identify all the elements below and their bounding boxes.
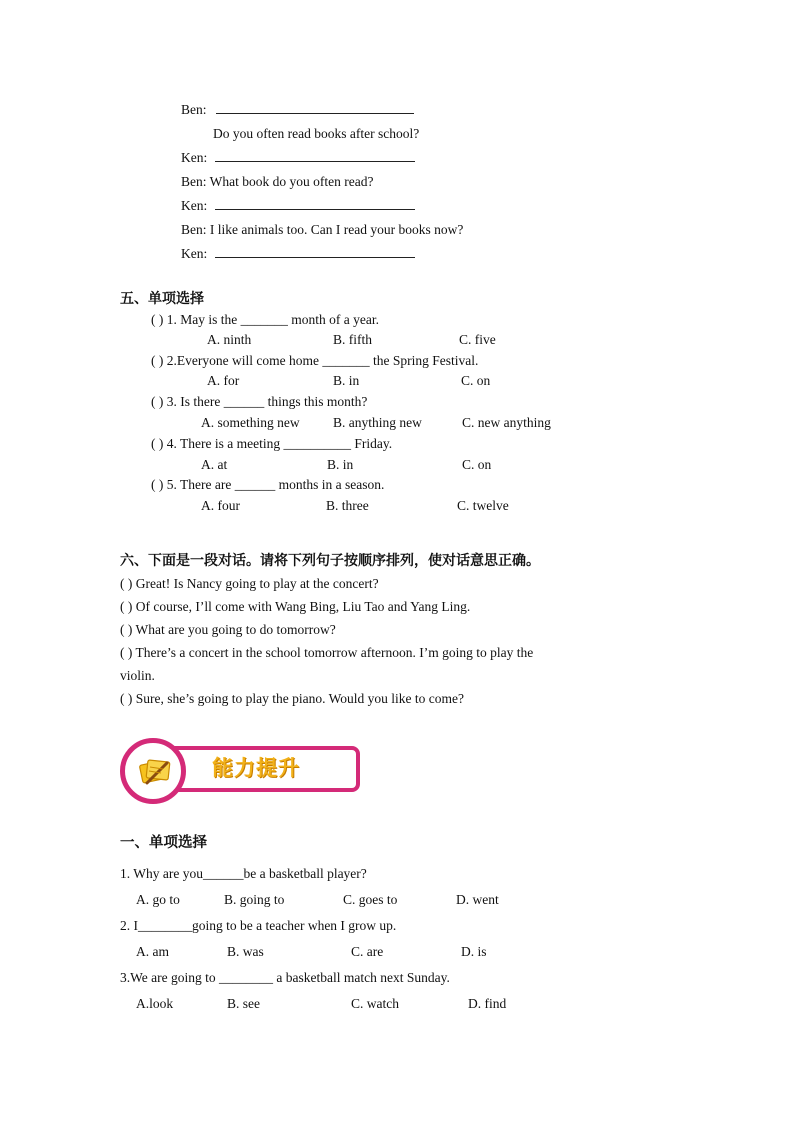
option-a: A. for xyxy=(207,373,240,388)
option-b: B. going to xyxy=(224,892,285,907)
option-c: C. watch xyxy=(351,996,399,1011)
section-heading: 一、单项选择 xyxy=(120,835,207,851)
section-heading: 五、单项选择 xyxy=(120,291,204,307)
option-c: C. goes to xyxy=(343,892,398,907)
option-b: B. three xyxy=(326,498,369,513)
option-c: C. on xyxy=(462,457,492,472)
ability-banner xyxy=(120,738,360,800)
sentence-4-cont: violin. xyxy=(120,668,155,683)
question-2: 2. I________going to be a teacher when I grow up. xyxy=(120,918,397,933)
dialogue-line-4: Ben: What book do you often read? xyxy=(181,174,374,189)
option-c: C. are xyxy=(351,944,384,959)
dialogue-line-1: Ben: xyxy=(181,102,414,118)
sentence-5: ( ) Sure, she’s going to play the piano. Would you like to come? xyxy=(120,691,464,706)
notebook-pencil-icon xyxy=(139,757,173,787)
answer-blank[interactable] xyxy=(215,256,415,258)
option-c: C. twelve xyxy=(457,498,509,513)
question-1: 1. Why are you______be a basketball player? xyxy=(120,866,367,881)
question-3: ( ) 3. Is there ______ things this month? xyxy=(151,394,368,409)
option-c: C. five xyxy=(459,332,496,347)
dialogue-line-6: Ben: I like animals too. Can I read your books now? xyxy=(181,222,464,237)
option-c: C. on xyxy=(461,373,491,388)
answer-blank[interactable] xyxy=(216,112,414,114)
option-b: B. anything new xyxy=(333,415,422,430)
sentence-1: ( ) Great! Is Nancy going to play at the concert? xyxy=(120,576,379,591)
option-d: D. find xyxy=(468,996,507,1011)
option-b: B. in xyxy=(333,373,360,388)
option-a: A. go to xyxy=(136,892,180,907)
option-d: D. went xyxy=(456,892,499,907)
option-a: A. ninth xyxy=(207,332,252,347)
option-a: A. at xyxy=(201,457,228,472)
answer-blank[interactable] xyxy=(215,208,415,210)
banner-title: 能力提升 xyxy=(212,756,300,780)
dialogue-line-5: Ken: xyxy=(181,198,415,214)
option-b: B. was xyxy=(227,944,264,959)
section-heading: 六、下面是一段对话。请将下列句子按顺序排列，使对话意思正确。 xyxy=(120,553,540,569)
option-b: B. see xyxy=(227,996,260,1011)
sentence-3: ( ) What are you going to do tomorrow? xyxy=(120,622,336,637)
option-a: A. four xyxy=(201,498,240,513)
question-5: ( ) 5. There are ______ months in a season. xyxy=(151,477,385,492)
question-4: ( ) 4. There is a meeting __________ Friday. xyxy=(151,436,393,451)
question-3: 3.We are going to ________ a basketball match next Sunday. xyxy=(120,970,450,985)
option-b: B. fifth xyxy=(333,332,372,347)
dialogue-line-3: Ken: xyxy=(181,150,415,166)
option-d: D. is xyxy=(461,944,487,959)
option-b: B. in xyxy=(327,457,354,472)
option-a: A. something new xyxy=(201,415,300,430)
option-a: A. am xyxy=(136,944,169,959)
answer-blank[interactable] xyxy=(215,160,415,162)
question-1: ( ) 1. May is the _______ month of a year. xyxy=(151,312,379,327)
banner-badge xyxy=(120,738,186,804)
option-c: C. new anything xyxy=(462,415,551,430)
option-a: A.look xyxy=(136,996,174,1011)
dialogue-line-2: Do you often read books after school? xyxy=(213,126,420,141)
sentence-2: ( ) Of course, I’ll come with Wang Bing, Liu Tao and Yang Ling. xyxy=(120,599,471,614)
sentence-4: ( ) There’s a concert in the school tomorrow afternoon. I’m going to play the xyxy=(120,645,534,660)
question-2: ( ) 2.Everyone will come home _______ the Spring Festival. xyxy=(151,353,479,368)
dialogue-line-7: Ken: xyxy=(181,246,415,262)
